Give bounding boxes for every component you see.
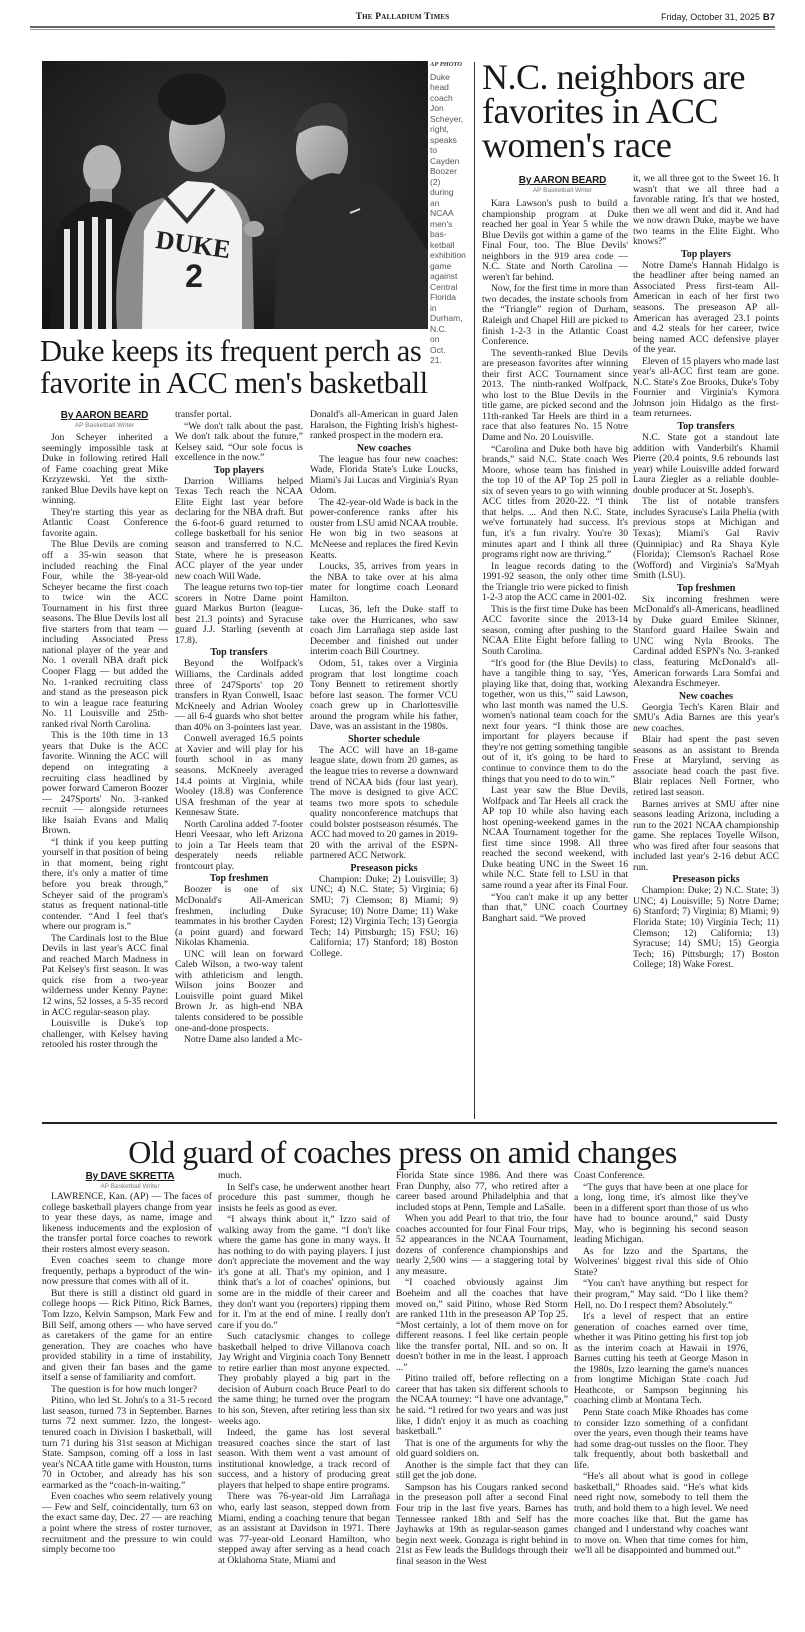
- subhead: Top transfers: [677, 421, 735, 433]
- paragraph: Lucas, 36, left the Duke staff to take over the Hurricanes, who saw coach Jim Larrañaga step aside last December and finished out under interim coach Bill Courtney.: [310, 604, 458, 658]
- subhead: Preseason picks: [672, 874, 740, 886]
- paragraph: “He's all about what is good in college basketball,” Rhoades said. “He's what kids need right now, somebody to tell them the truth, and hold them to a high level. We need more coaches like that. But the game has changed and I understand why coaches want to move on. When that time comes for him, we'll all be disappointed and bummed out.”: [574, 1471, 748, 1557]
- subhead: Top transfers: [210, 647, 268, 659]
- paragraph: Barnes arrives at SMU after nine seasons leading Arizona, including a run to the 2021 NCAA championship game. She replaces Toyelle Wilson, who was fired after four seasons that included last year's 2-16 debut ACC run.: [633, 798, 779, 873]
- page-number: B7: [762, 12, 775, 23]
- paragraph: “I think if you keep putting yourself in that position of being in that moment, being right there, it's only a matter of time before you break through,” Scheyer said of the program's status as frequent national-title contender. “And I feel that's where our program is.”: [42, 836, 168, 933]
- paragraph: The ACC will have an 18-game league slate, down from 20 games, as the league tries to reverse a downward trend of NCAA bids (four last year). The move is designed to give ACC teams two more spots to schedule quality nonconference matchups that could bolster postseason résumés. The ACC had moved to 20 games in 2019-20 with the arrival of the ESPN-partnered ACC Network.: [310, 744, 458, 862]
- paragraph: This is the first time Duke has been ACC favorite since the 2013-14 season, coming after pushing to the NCAA Elite Eight before falling to South Carolina.: [482, 603, 628, 657]
- paragraph: Sampson has his Cougars ranked second in the preseason poll after a second Final Four trip in the last five years. Barnes has Tennessee ranked 18th and Self has the Jayhawks at 19th as regular-season games begin next week. Gonzaga is right behind in 21st as Few leads the Bulldogs through their final season in the West: [396, 1481, 568, 1567]
- paragraph: Champion: Duke; 2) N.C. State; 3) UNC; 4) Louisville; 5) Notre Dame; 6) Stanford; 7) Virginia; 8) Miami; 9) Florida State; 10) Virginia Tech; 11) Clemson; 12) California; 13) Syracuse; 14) SMU; 15) Georgia Tech; 16) Pittsburgh; 17) Boston College; 18) Wake Forest.: [633, 885, 779, 971]
- paragraph: UNC will lean on forward Caleb Wilson, a two-way talent with athleticism and length. Wilson joins Boozer and Louisville point guard Mikel Brown Jr. as high-end NBA talents considered to be possible one-and-done prospects.: [175, 948, 303, 1034]
- paragraph: “Carolina and Duke both have big brands,” said N.C. State coach Wes Moore, whose team has finished in the top 10 of the AP Top 25 poll in six of seven years to go with winning ACC titles from 2020-22. “I think that helps. ... And then N.C. State, we've fortunately had success. It's fun, it's a fun rivalry. You're 30 minutes apart and I think all three programs right now are thriving.”: [482, 443, 628, 561]
- story-column: [175, 410, 303, 1047]
- paragraph: Boozer is one of six McDonald's All-American freshmen, including Duke teammates in his brother Cayden (a point guard) and forward Nikolas Khamenia.: [175, 884, 303, 949]
- paragraph: It's a level of respect that an entire generation of coaches earned over time, whether it was Pitino getting his first top job as the interim coach at Hawaii in 1976, Barnes cutting his teeth at George Mason in the 1980s, Izzo learning the game's nuances from longtime Michigan State coach Jud Heathcote, or Sampson beginning his coaching climb at Montana Tech.: [574, 1311, 748, 1407]
- paragraph: Jon Scheyer inherited a seemingly impossible task at Duke in following retired Hall of Fame coaching great Mike Krzyzewski. Yet the sixth-ranked Blue Devils have kept on winning.: [42, 432, 168, 507]
- paragraph: Blair had spent the past seven seasons as an assistant to Brenda Frese at Maryland, serving as associate head coach the past five. Blair replaces Nell Fortner, who retired last season.: [633, 734, 779, 798]
- caption-text: Duke head coach Jon Scheyer, right, speaks to Cayden Boozer (2) during an NCAA men's bas-ketball exhibition game against Central Florida in Durham, N.C. on Oct. 21.: [430, 71, 466, 365]
- byline-name: By DAVE SKRETTA: [85, 1171, 175, 1182]
- paragraph: it, we all three got to the Sweet 16. It wasn't that we all three had a favorable rating. It's that we hosted, then we all went and did it. And had we now drawn Duke, maybe we have two teams in the Elite Eight. Who knows?”: [633, 173, 779, 248]
- paragraph: The Cardinals lost to the Blue Devils in last year's ACC final and reached March Madness in Pat Kelsey's first season. It was quick rise from a two-year wilderness under Kenny Payne: 12 wins, 52 losses, a 5-35 record in ACC regular-season play.: [42, 932, 168, 1018]
- paragraph: Last year saw the Blue Devils, Wolfpack and Tar Heels all crack the AP top 10 while also having each host opening-weekend games in the NCAA Tournament together for the first time since 1998. All three reached the second weekend, with Duke beating UNC in the Sweet 16 while N.C. State fell to LSU in that same round a year after its Final Four.: [482, 785, 628, 891]
- story-column: [396, 1171, 568, 1568]
- story-column: [574, 1171, 748, 1558]
- news-photo: [42, 61, 428, 329]
- paragraph: In league records dating to the 1991-92 season, the only other time the Triangle trio were picked to finish 1-2-3 atop the ACC came in 2001-02.: [482, 560, 628, 604]
- story-column: [310, 410, 458, 960]
- paper-name: The Palladium Times: [355, 12, 450, 22]
- byline-coaches: [70, 1171, 190, 1191]
- subhead: Top players: [214, 464, 264, 476]
- paragraph: Six incoming freshmen were McDonald's all-Americans, headlined by Duke guard Emilee Skinner, Stanford guard Hailee Swain and UNC wing Nyla Brooks. The Cardinal added ESPN's No. 3-ranked class, featuring McDonald's all-American forwards Lara Somfai and Alexandra Eschmeyer.: [633, 593, 779, 690]
- paragraph: There was 76-year-old Jim Larrañaga who, early last season, stepped down from Miami, ending a coaching tenure that began as an assistant at Davidson in 1971. There was 77-year-old Leonard Hamilton, who stepped away after serving as a head coach at Oklahoma State, Miami and: [218, 1491, 390, 1566]
- paragraph: Georgia Tech's Karen Blair and SMU's Adia Barnes are this year's new coaches.: [633, 701, 779, 734]
- paragraph: Donald's all-American in guard Jalen Haralson, the Fighting Irish's highest-ranked prospect in the modern era.: [310, 409, 458, 442]
- paragraph: The seventh-ranked Blue Devils are preseason favorites after winning their first ACC Tournament since 2013. The ninth-ranked Wolfpack, who lost to the Blue Devils in the title game, are picked second and the 11th-ranked Tar Heels are third in a race that also features No. 15 Notre Dame and No. 20 Louisville.: [482, 347, 628, 444]
- paragraph: Such cataclysmic changes to college basketball helped to drive Villanova coach Jay Wright and Virginia coach Tony Bennett to retire earlier than most anyone expected. They probably played a big part in the decision of Auburn coach Bruce Pearl to do the same thing; he turned over the program to his son, Steven, after retiring less than six weeks ago.: [218, 1331, 390, 1427]
- subhead: New coaches: [678, 690, 734, 702]
- paragraph: “We don't talk about the past. We don't talk about the future,” Kelsey said. “Our sole focus is excellence in the now.”: [175, 420, 303, 464]
- headline-women: N.C. neighbors are favorites in ACC women's race: [482, 57, 745, 165]
- paragraph: Even coaches seem to change more frequently, perhaps a byproduct of the win-now pressure that comes with all of it.: [42, 1255, 212, 1288]
- subhead: Top freshmen: [209, 873, 269, 885]
- byline-title: AP Basketball Writer: [100, 1183, 160, 1190]
- paragraph: The Blue Devils are coming off a 35-win season that included reaching the Final Four, while the 38-year-old Scheyer became the first coach to twice win the ACC Tournament in his first three seasons. The Blue Devils lost all five starters from that team — including Associated Press national player of the year and No. 1 overall NBA draft pick Cooper Flagg — but added the No. 1-ranked recruiting class and stand as the preseason pick to win a league race featuring No. 11 Louisville and 25th-ranked rival North Carolina.: [42, 539, 168, 730]
- paragraph: “You can't have anything but respect for their program,” May said. “Do I like them? Hell, no. Do I respect them? Absolutely.”: [574, 1278, 748, 1311]
- paragraph: Penn State coach Mike Rhoades has come to consider Izzo something of a confidant over the years, even though their teams have had some drag-out tussles on the floor. They talk frequently, about both basketball and life.: [574, 1407, 748, 1471]
- photo-credit: AP PHOTO: [430, 61, 462, 68]
- photo-illustration: [42, 61, 428, 329]
- paragraph: N.C. State got a standout late addition with Vanderbilt's Khamil Pierre (20.4 points, 9.6 rebounds last year) while Louisville added forward Laura Ziegler as a reliable double-double producer at St. Joseph's.: [633, 432, 779, 496]
- paragraph: Notre Dame's Hannah Hidalgo is the headliner after being named an Associated Press first-team All-American in each of her first two seasons. The preseason AP all-American has averaged 23.1 points and 4.2 steals for her career, twice being named ACC defensive player of the year.: [633, 259, 779, 356]
- paragraph: Another is the simple fact that they can still get the job done.: [396, 1459, 568, 1482]
- date-text: Friday, October 31, 2025: [660, 12, 760, 22]
- paragraph: “I coached obviously against Jim Boeheim and all the coaches that have moved on,” said Pitino, whose Red Storm are ranked 11th in the preseason AP Top 25. “Most certainly, a lot of them move on for different reasons. I feel like certain people like the transfer portal, NIL and so on. It doesn't bother in me in the least. I approach ...”: [396, 1277, 568, 1373]
- subhead: Shorter schedule: [348, 733, 420, 745]
- story-column: [482, 199, 628, 925]
- paragraph: In Self's case, he underwent another heart procedure this past summer, though he insists he feels as good as ever.: [218, 1181, 390, 1214]
- paragraph: Even coaches who seem relatively young — Few and Self, coincidentally, turn 63 on the exact same day, Dec. 27 — are reaching a point where the stress of roster turnover, recruitment and the pressure to win could simply become too: [42, 1491, 212, 1556]
- paragraph: LAWRENCE, Kan. (AP) — The faces of college basketball players change from year to year these days, as name, image and likeness inducements and the explosion of the transfer portal force coaches to rework their rosters almost every season.: [42, 1191, 212, 1255]
- paragraph: The question is for how much longer?: [51, 1383, 198, 1395]
- paragraph: The list of notable transfers includes Syracuse's Laila Phelia (with previous stops at Michigan and Texas); Miami's Gal Raviv (Quinnipiac) and Ra Shaya Kyle (Florida); Clemson's Rachael Rose (Wofford) and Virginia's Sa'Myah Smith (LSU).: [633, 496, 779, 582]
- paragraph: Conwell averaged 16.5 points at Xavier and will play for his fourth school in as many seasons. McKneely averaged 14.4 points at Virginia, while Wooley (18.8) was Conference USA freshman of the year at Kennesaw State.: [175, 733, 303, 819]
- jersey-text: DUKE: [153, 224, 233, 265]
- byline-name: By AARON BEARD: [518, 175, 607, 186]
- byline-men: [42, 410, 167, 430]
- paragraph: That is one of the arguments for why the old guard soldiers on.: [396, 1437, 568, 1460]
- paragraph: Loucks, 35, arrives from years in the NBA to take over at his alma mater for longtime coach Leonard Hamilton.: [310, 561, 458, 604]
- paragraph: much.: [218, 1170, 242, 1181]
- story-column: [42, 1192, 212, 1557]
- paragraph: Pitino trailed off, before reflecting on a career that has taken six different schools to the NCAA tourney: “I have one advantage,” he said. “I retired for two years and was just like, I didn't enjoy it as much as coaching basketball.”: [396, 1373, 568, 1438]
- paragraph: “I always think about it,” Izzo said of walking away from the game. “I don't like where the game has gone in many ways. It has nothing to do with paying players. I just don't appreciate the movement and the way it's gone at all. That's my opinion, and I think that's a lot of coaches' opinions, but some are in the middle of their career and they don't want you (reporters) ripping them for it. I'm at the end of mine. I really don't care if you do.”: [218, 1214, 390, 1331]
- paragraph: Odom, 51, takes over a Virginia program that lost longtime coach Tony Bennett to retirement shortly before last season. The former VCU coach grew up in Charlottesville around the program while his father, Dave, was an assistant in the 1980s.: [310, 658, 458, 733]
- headline-coaches: Old guard of coaches press on amid changes: [128, 1134, 677, 1170]
- paragraph: The league has four new coaches: Wade, Florida State's Luke Loucks, Miami's Jai Lucas and Virginia's Ryan Odom.: [310, 453, 458, 497]
- paragraph: The 42-year-old Wade is back in the power-conference ranks after his ouster from LSU amid NCAA trouble. He won big in two seasons at McNeese and replaces the fired Kevin Keatts.: [310, 496, 458, 561]
- photo-caption: [430, 60, 466, 366]
- story-column: [218, 1171, 390, 1567]
- subhead: New coaches: [356, 442, 412, 454]
- subhead: Top freshmen: [676, 582, 736, 594]
- issue-date: [661, 12, 775, 23]
- jersey-number: 2: [185, 258, 203, 294]
- masthead: [30, 10, 775, 26]
- paragraph: The league returns two top-tier scorers in Notre Dame point guard Markus Burton (league-best 21.3 points) and Syracuse guard J.J. Starling (seventh at 17.8).: [175, 582, 303, 646]
- paragraph: Florida State since 1986. And there was Fran Dunphy, also 77, who retired after a career based around Philadelphia and that included stops at Penn, Temple and LaSalle.: [396, 1170, 568, 1213]
- paragraph: When you add Pearl to that trio, the four coaches accounted for four Final Four trips, 52 appearances in the NCAA Tournament, dozens of conference championships and nearly 2,500 wins — a staggering total by any measure.: [396, 1213, 568, 1277]
- paragraph: “The guys that have been at one place for a long, long time, it's almost like they've been in a different sport than those of us who have had to bounce around,” said Dusty May, who is beginning his second season leading Michigan.: [574, 1181, 748, 1246]
- paragraph: Notre Dame also landed a Mc-: [184, 1034, 303, 1046]
- paragraph: As for Izzo and the Spartans, the Wolverines' biggest rival this side of Ohio State?: [574, 1245, 748, 1278]
- story-column: [633, 174, 779, 972]
- section-divider: [42, 1122, 777, 1124]
- paragraph: Now, for the first time in more than two decades, the instate schools from the “Triangle” region of Durham, Raleigh and Chapel Hill are picked to finish 1-2-3 in the Atlantic Coast Conference.: [482, 283, 628, 348]
- paragraph: “It's good for (the Blue Devils) to have a tangible thing to say, ‘Yes, playing like that, doing that, working together, won us this,’” said Lawson, who last month was named the U.S. women's national team coach for the next four years. “I think those are important for players because if they're not getting something tangible out of it, it's going to be hard to continue to convince them to do the things that you need to do to win.”: [482, 657, 628, 785]
- paragraph: They're starting this year as Atlantic Coast Conference favorite again.: [42, 506, 168, 539]
- paragraph: Champion: Duke; 2) Louisville; 3) UNC; 4) N.C. State; 5) Virginia; 6) SMU; 7) Clemson; 8) Miami; 9) Syracuse; 10) Notre Dame; 11) Wake Forest; 12) Virginia Tech; 13) Georgia Tech; 14) Pittsburgh; 15) FSU; 16) California; 17) Stanford; 18) Boston College.: [310, 873, 458, 959]
- byline-women: [490, 175, 635, 195]
- paragraph: Louisville is Duke's top challenger, with Kelsey having retooled his roster through the: [42, 1018, 168, 1051]
- paragraph: Indeed, the game has lost several treasured coaches since the start of last season. With them went a vast amount of institutional knowledge, a track record of success, and a history of producing great players that helped to shape entire programs.: [218, 1427, 390, 1491]
- subhead: Preseason picks: [350, 862, 418, 874]
- paragraph: Kara Lawson's push to build a championship program at Duke reached her goal in Year 5 while the Blue Devils got within a game of the Final Four, too. The Blue Devils' neighbors in the 919 area code — N.C. State and North Carolina — weren't far behind.: [482, 198, 628, 283]
- story-column: [42, 433, 168, 1052]
- byline-title: AP Basketball Writer: [74, 422, 135, 429]
- paragraph: “You can't make it up any better than that,” UNC coach Courtney Banghart said. “We proved: [482, 891, 628, 924]
- paragraph: Pitino, who led St. John's to a 31-5 record last season, turned 73 in September. Barnes turns 72 next summer. Izzo, the longest-tenured coach in Division I basketball, will turn 71 during his 31st season at Michigan State. Sampson, coming off a loss in last year's NCAA title game with Houston, turns 70 in October, and already has his son earmarked as the “coach-in-waiting.”: [42, 1395, 212, 1491]
- paragraph: Coast Conference.: [574, 1170, 645, 1181]
- byline-name: By AARON BEARD: [60, 410, 149, 421]
- paragraph: This is the 10th time in 13 years that Duke is the ACC favorite. Winning the ACC will depend on integrating a recruiting class headlined by power forward Cameron Boozer — 247Sports' No. 3-ranked recruit — alongside returnees like Isaiah Evans and Maliq Brown.: [42, 730, 168, 837]
- paragraph: transfer portal.: [175, 409, 232, 420]
- headline-men: Duke keeps its frequent perch as favorite in ACC men's basketball: [40, 334, 428, 400]
- column-divider: [474, 62, 475, 1119]
- subhead: Top players: [681, 248, 731, 260]
- byline-title: AP Basketball Writer: [532, 187, 593, 194]
- paragraph: Eleven of 15 players who made last year's all-ACC first team are gone. N.C. State's Zoe Brooks, Duke's Toby Fournier and Virginia's Kymora Johnson join Hidalgo as the first-team returnees.: [633, 355, 779, 420]
- paragraph: Darrion Williams helped Texas Tech reach the NCAA Elite Eight last year before declaring for the NBA draft. But the 6-foot-6 guard returned to college basketball for his senior season and transferred to N.C. State, where he is preseason ACC player of the year under new coach Will Wade.: [175, 475, 303, 582]
- paragraph: Beyond the Wolfpack's Williams, the Cardinals added three of 247Sports' top 20 transfers in Ryan Conwell, Isaac McKneely and Adrian Wooley — all 6-4 guards who shot better than 40% on 3-pointers last year.: [175, 658, 303, 733]
- paragraph: North Carolina added 7-footer Henri Veesaar, who left Arizona to join a Tar Heels team that desperately needs reliable frontcourt play.: [175, 818, 303, 872]
- paragraph: But there is still a distinct old guard in college hoops — Rick Pitino, Rick Barnes, Tom Izzo, Kelvin Sampson, Mark Few and Bill Self, among others — who have served as caretakers of the game for an entire generation. They are coaches who have provided stability in a time of instability, and given their fan bases and the game itself a sense of familiarity and comfort.: [42, 1287, 212, 1384]
- masthead-rule: [30, 26, 775, 30]
